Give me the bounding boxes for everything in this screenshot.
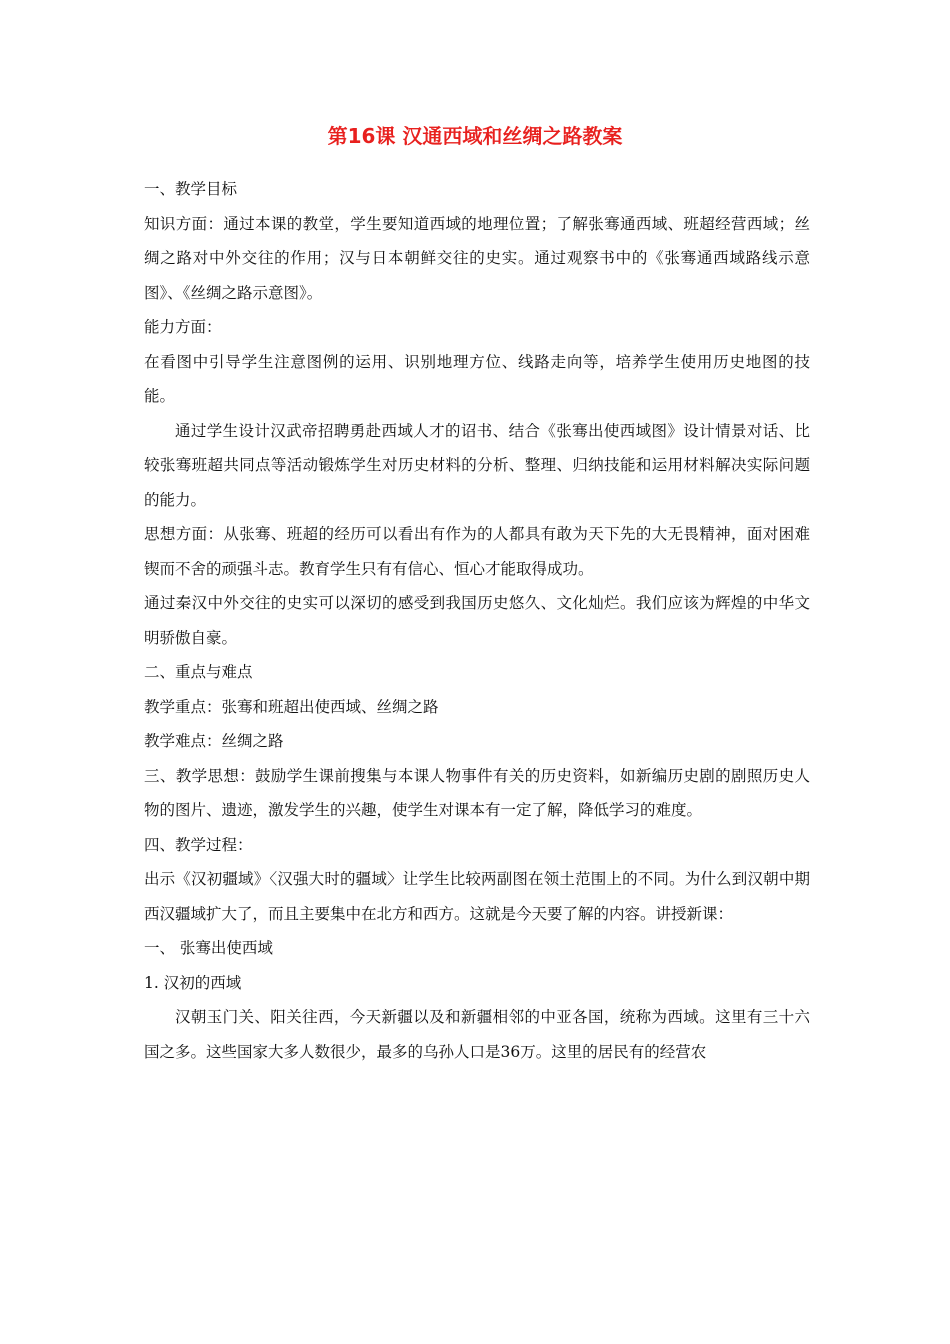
- document-title: 第16课 汉通西域和丝绸之路教案: [327, 124, 623, 148]
- paragraph-intro: 出示《汉初疆域》〈汉强大时的疆域〉让学生比较两副图在领土范围上的不同。为什么到汉朝中期西汉疆域扩大了，而且主要集中在北方和西方。这就是今天要了解的内容。讲授新课：: [144, 870, 810, 923]
- subheading-early-han-west: 1. 汉初的西域: [144, 973, 242, 992]
- paragraph-ability-activities: 通过学生设计汉武帝招聘勇赴西域人才的诏书、结合《张骞出使西域图》设计情景对话、比较张骞班超共同点等活动锻炼学生对历史材料的分析、整理、归纳技能和运用材料解决实际问题的能力。: [144, 421, 810, 509]
- section-heading-process: 四、教学过程：: [144, 835, 253, 854]
- section-heading-teaching-idea: 三、教学思想：鼓励学生课前搜集与本课人物事件有关的历史资料，如新编历史剧的剧照历史人物的图片、遗迹，激发学生的兴趣，使学生对课本有一定了解，降低学习的难度。: [144, 766, 810, 819]
- section-heading-focus: 二、重点与难点: [144, 663, 253, 681]
- section-heading-objectives: 一、教学目标: [144, 180, 238, 198]
- paragraph-key-point: 教学重点：张骞和班超出使西域、丝绸之路: [144, 697, 439, 716]
- paragraph-western-regions: 汉朝玉门关、阳关往西，今天新疆以及和新疆相邻的中亚各国，统称为西域。这里有三十六国之多。这些国家大多人数很少，最多的乌孙人口是36万。这里的居民有的经营农: [144, 1008, 810, 1061]
- paragraph-pride: 通过秦汉中外交往的史实可以深切的感受到我国历史悠久、文化灿烂。我们应该为辉煌的中华文明骄傲自豪。: [144, 594, 810, 647]
- paragraph-ability-label: 能力方面：: [144, 318, 222, 336]
- paragraph-knowledge: 知识方面：通过本课的教堂，学生要知道西域的地理位置；了解张骞通西域、班超经营西域；丝绸之路对中外交往的作用；汉与日本朝鲜交往的史实。通过观察书中的《张骞通西域路线示意图》、《丝绸之路示意图》。: [144, 214, 810, 302]
- paragraph-thought: 思想方面：从张骞、班超的经历可以看出有作为的人都具有敢为天下先的大无畏精神，面对困难锲而不舍的顽强斗志。教育学生只有有信心、恒心才能取得成功。: [144, 525, 810, 578]
- document-body: [144, 172, 810, 1069]
- paragraph-ability-maps: 在看图中引导学生注意图例的运用、识别地理方位、线路走向等，培养学生使用历史地图的技能。: [144, 352, 810, 405]
- subheading-zhangqian: 一、 张骞出使西域: [144, 939, 273, 957]
- paragraph-difficulty: 教学难点：丝绸之路: [144, 732, 284, 750]
